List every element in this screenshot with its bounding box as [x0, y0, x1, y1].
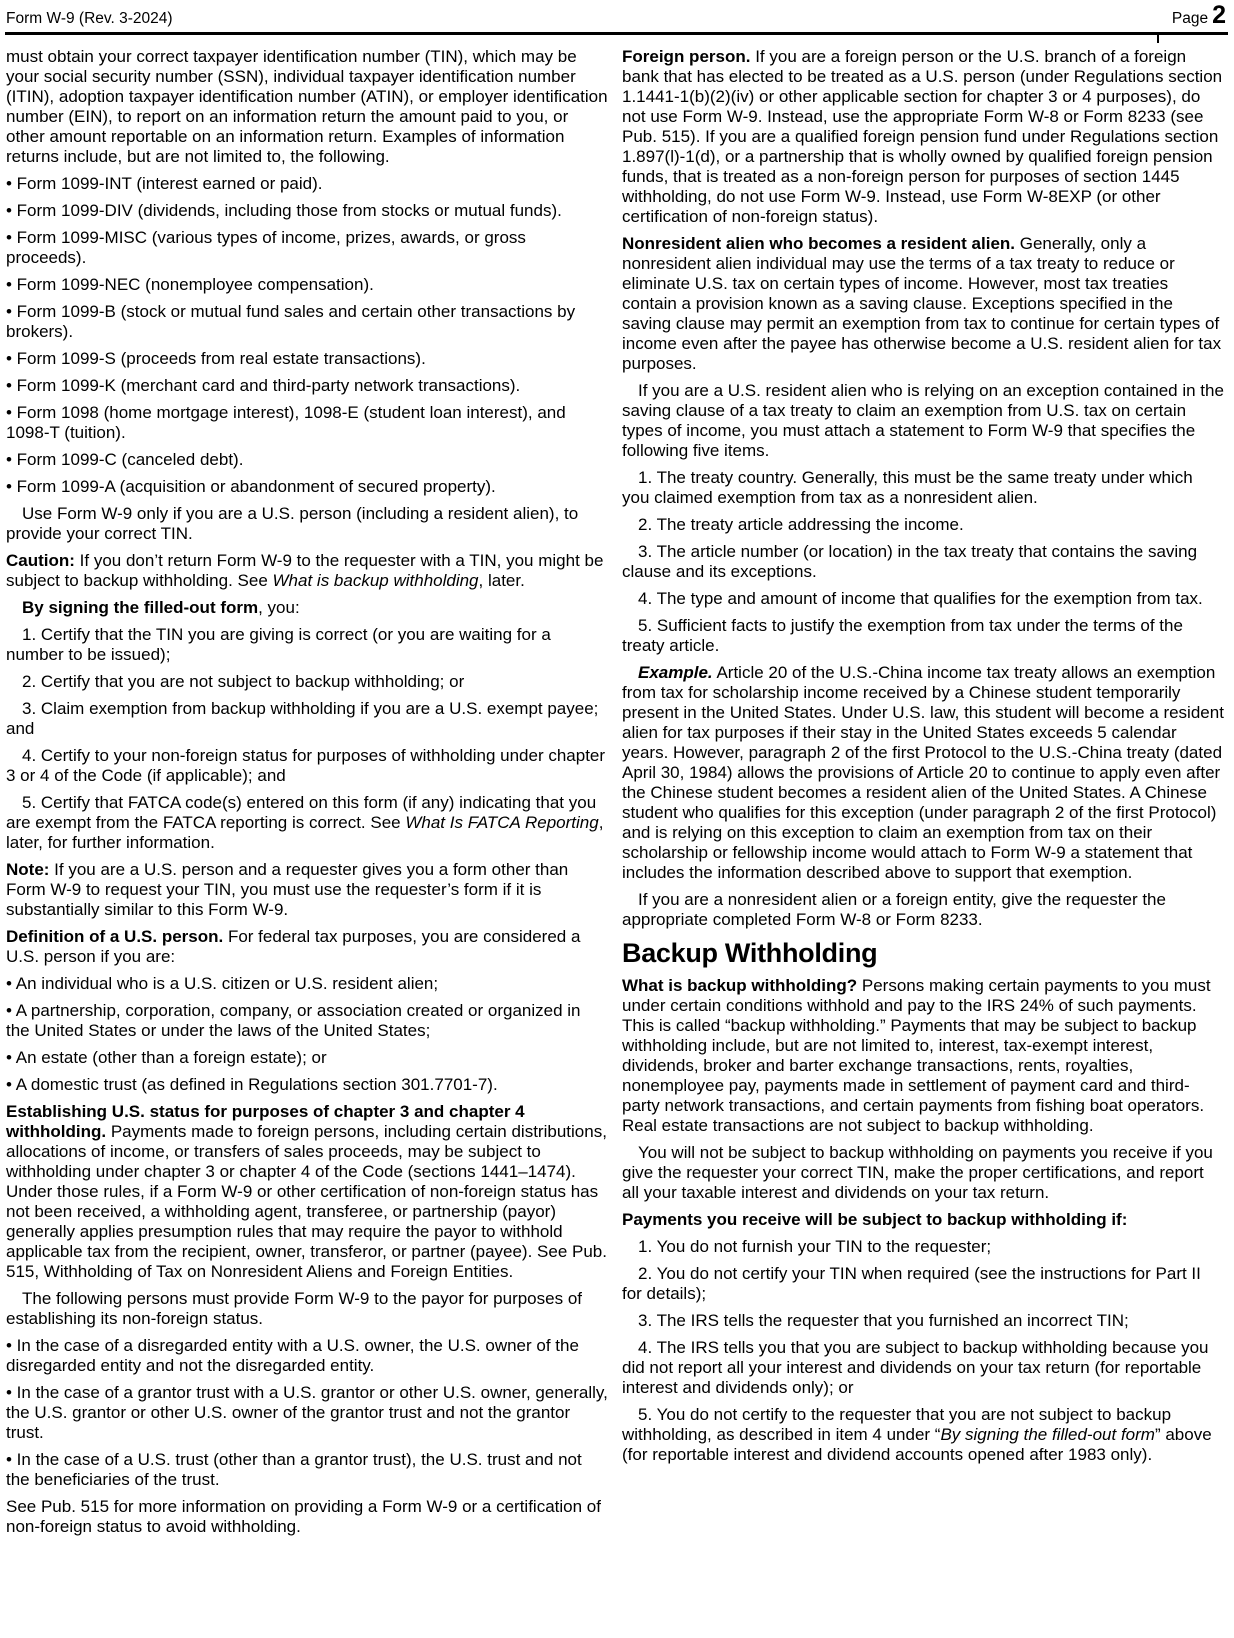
paragraph — [622, 515, 1224, 535]
text-run: What is backup withholding? — [622, 976, 858, 995]
page-header — [5, 1, 1228, 32]
header-rule — [5, 32, 1228, 35]
page-number: 2 — [1212, 1, 1226, 29]
text-run: Definition of a U.S. person. — [6, 927, 224, 946]
paragraph — [6, 1497, 608, 1537]
text-run: • Form 1099-K (merchant card and third-party network transactions). — [6, 376, 521, 395]
content-columns — [5, 35, 1228, 1544]
section-heading — [622, 938, 1224, 968]
text-run: If you are a U.S. resident alien who is relying on an exception contained in the saving clause of a tax treaty to claim an exemption from U.S. tax on certain types of income, you must attach a statement to Form W-9 that specifies the following five items. — [622, 381, 1224, 460]
text-run: • Form 1099-C (canceled debt). — [6, 450, 244, 469]
text-run: What is backup withholding — [272, 571, 479, 590]
paragraph — [622, 1311, 1224, 1331]
text-run: Foreign person. — [622, 47, 751, 66]
bullet-item — [6, 1075, 608, 1095]
paragraph — [6, 927, 608, 967]
text-run: 2. You do not certify your TIN when required (see the instructions for Part II for details); — [622, 1264, 1201, 1303]
text-run: 1. You do not furnish your TIN to the requester; — [638, 1237, 992, 1256]
text-run: Article 20 of the U.S.-China income tax treaty allows an exemption from tax for scholarship income received by a Chinese student temporarily present in the United States. Under U.S. law, this student will become a resident alien for tax purposes if their stay in the United States exceeds 5 calendar years. However, paragraph 2 of the first Protocol to the U.S.-China treaty (dated April 30, 1984) allows the provisions of Article 20 to continue to apply even after the Chinese student becomes a resident alien of the United States. A Chinese student who qualifies for this exception (under paragraph 2 of the first Protocol) and is relying on this exception to claim an exemption from tax on their scholarship or fellowship income would attach to Form W-9 a statement that includes the information described above to support that exemption. — [622, 663, 1224, 882]
right-column — [622, 47, 1224, 1544]
paragraph — [622, 1264, 1224, 1304]
text-run: • Form 1099-S (proceeds from real estate transactions). — [6, 349, 426, 368]
paragraph — [6, 860, 608, 920]
text-run: By signing the filled-out form — [22, 598, 259, 617]
text-run: You will not be subject to backup withholding on payments you receive if you give the requester your correct TIN, make the proper certifications, and report all your taxable interest and dividends on your tax return. — [622, 1143, 1213, 1202]
paragraph — [622, 234, 1224, 374]
text-run: If you don’t return Form W-9 to the requester with a TIN, you might be subject to backup withholding. See — [6, 551, 604, 590]
paragraph — [622, 1338, 1224, 1398]
bullet-item — [6, 349, 608, 369]
text-run: Backup Withholding — [622, 938, 878, 968]
text-run: If you are a U.S. person and a requester gives you a form other than Form W-9 to request your TIN, you must use the requester’s form if it is substantially similar to this Form W-9. — [6, 860, 569, 919]
paragraph — [622, 1237, 1224, 1257]
paragraph — [622, 468, 1224, 508]
text-run: 5. Sufficient facts to justify the exemption from tax under the terms of the treaty article. — [622, 616, 1183, 655]
bullet-item — [6, 302, 608, 342]
page-indicator — [1171, 1, 1226, 29]
text-run: • Form 1098 (home mortgage interest), 1098-E (student loan interest), and 1098-T (tuition). — [6, 403, 566, 442]
bullet-item — [6, 477, 608, 497]
bullet-item — [6, 450, 608, 470]
paragraph — [6, 746, 608, 786]
paragraph — [6, 551, 608, 591]
bullet-item — [6, 1450, 608, 1490]
bullet-item — [6, 1048, 608, 1068]
paragraph — [6, 625, 608, 665]
paragraph — [6, 1289, 608, 1329]
paragraph — [622, 542, 1224, 582]
text-run: Caution: — [6, 551, 75, 570]
paragraph — [6, 47, 608, 167]
bullet-item — [6, 1383, 608, 1443]
bullet-item — [6, 275, 608, 295]
text-run: ” above (for reportable interest and dividend accounts opened after 1983 only). — [622, 1425, 1212, 1464]
text-run: 5. You do not certify to the requester that you are not subject to backup withholding, as described in item 4 under “ — [622, 1405, 1172, 1444]
text-run: What Is FATCA Reporting — [405, 813, 599, 832]
text-run: If you are a nonresident alien or a foreign entity, give the requester the appropriate completed Form W-8 or Form 8233. — [622, 890, 1166, 929]
text-run: 4. Certify to your non-foreign status for purposes of withholding under chapter 3 or 4 of the Code (if applicable); and — [6, 746, 606, 785]
text-run: Persons making certain payments to you must under certain conditions withhold and pay to the IRS 24% of such payments. This is called “backup withholding.” Payments that may be subject to backup withholding include, but are not limited to, interest, tax-exempt interest, dividends, broker and barter exchange transactions, rents, royalties, nonemployee pay, payments made in settlement of payment card and third-party network transactions, and certain payments from fishing boat operators. Real estate transactions are not subject to backup withholding. — [622, 976, 1211, 1135]
text-run: 1. Certify that the TIN you are giving is correct (or you are waiting for a number to be issued); — [6, 625, 551, 664]
text-run: Use Form W-9 only if you are a U.S. person (including a resident alien), to provide your correct TIN. — [6, 504, 579, 543]
text-run: Payments made to foreign persons, including certain distributions, allocations of income, or transfers of sales proceeds, may be subject to withholding under chapter 3 or chapter 4 of the Code (sections 1441–1474). Under those rules, if a Form W-9 or other certification of non-foreign status has not been received, a withholding agent, transferee, or partnership (payor) generally applies presumption rules that may require the payor to withhold applicable tax from the recipient, owner, transferor, or partner (payee). See Pub. 515, Withholding of Tax on Nonresident Aliens and Foreign Entities. — [6, 1122, 607, 1281]
text-run: If you are a foreign person or the U.S. branch of a foreign bank that has elected to be treated as a U.S. person (under Regulations section 1.1441-1(b)(2)(iv) or other applicable section for chapter 3 or 4 purposes), do not use Form W-9. Instead, use the appropriate Form W-8 or Form 8233 (see Pub. 515). If you are a qualified foreign pension fund under Regulations section 1.897(l)-1(d), or a partnership that is wholly owned by qualified foreign pension funds, that is treated as a non-foreign person for purposes of section 1445 withholding, do not use Form W-9. Instead, use Form W-8EXP (or other certification of non-foreign status). — [622, 47, 1223, 226]
text-run: , later. — [478, 571, 525, 590]
paragraph — [622, 589, 1224, 609]
bullet-item — [6, 201, 608, 221]
paragraph — [6, 504, 608, 544]
text-run: • Form 1099-NEC (nonemployee compensation). — [6, 275, 374, 294]
paragraph — [622, 616, 1224, 656]
form-title: Form W-9 (Rev. 3-2024) — [6, 10, 173, 27]
paragraph — [6, 793, 608, 853]
paragraph — [622, 976, 1224, 1136]
text-run: 3. The IRS tells the requester that you furnished an incorrect TIN; — [638, 1311, 1129, 1330]
bullet-item — [6, 376, 608, 396]
paragraph — [622, 1405, 1224, 1465]
paragraph — [6, 699, 608, 739]
paragraph — [622, 381, 1224, 461]
text-run: Establishing U.S. status for purposes of chapter 3 and chapter 4 withholding. — [6, 1102, 525, 1141]
text-run: • A partnership, corporation, company, or association created or organized in the United States or under the laws of the United States; — [6, 1001, 581, 1040]
paragraph — [6, 672, 608, 692]
text-run: • Form 1099-MISC (various types of income, prizes, awards, or gross proceeds). — [6, 228, 526, 267]
text-run: • An individual who is a U.S. citizen or U.S. resident alien; — [6, 974, 439, 993]
text-run: 2. The treaty article addressing the income. — [638, 515, 964, 534]
text-run: • Form 1099-A (acquisition or abandonment of secured property). — [6, 477, 496, 496]
text-run: , you: — [258, 598, 300, 617]
text-run: • In the case of a grantor trust with a U.S. grantor or other U.S. owner, generally, the U.S. grantor or other U.S. owner of the grantor trust and not the grantor trust. — [6, 1383, 608, 1442]
text-run: • Form 1099-DIV (dividends, including those from stocks or mutual funds). — [6, 201, 562, 220]
text-run: • Form 1099-INT (interest earned or paid). — [6, 174, 323, 193]
paragraph — [622, 1143, 1224, 1203]
paragraph — [622, 47, 1224, 227]
text-run: Nonresident alien who becomes a resident alien. — [622, 234, 1016, 253]
text-run: Note: — [6, 860, 50, 879]
paragraph — [622, 1210, 1224, 1230]
text-run: 3. The article number (or location) in the tax treaty that contains the saving clause and its exceptions. — [622, 542, 1198, 581]
text-run: , later, for further information. — [6, 813, 604, 852]
page-label: Page — [1171, 10, 1209, 27]
text-run: For federal tax purposes, you are considered a U.S. person if you are: — [6, 927, 581, 966]
bullet-item — [6, 174, 608, 194]
text-run: By signing the filled-out form — [940, 1425, 1155, 1444]
text-run: 2. Certify that you are not subject to backup withholding; or — [22, 672, 465, 691]
bullet-item — [6, 403, 608, 443]
bullet-item — [6, 228, 608, 268]
text-run: The following persons must provide Form W-9 to the payor for purposes of establishing its non-foreign status. — [6, 1289, 582, 1328]
text-run: 3. Claim exemption from backup withholding if you are a U.S. exempt payee; and — [6, 699, 599, 738]
text-run: 5. Certify that FATCA code(s) entered on this form (if any) indicating that you are exempt from the FATCA reporting is correct. See — [6, 793, 597, 832]
bullet-item — [6, 974, 608, 994]
text-run: Example. — [638, 663, 713, 682]
bullet-item — [6, 1336, 608, 1376]
text-run: • In the case of a U.S. trust (other than a grantor trust), the U.S. trust and not the beneficiaries of the trust. — [6, 1450, 582, 1489]
text-run: must obtain your correct taxpayer identification number (TIN), which may be your social security number (SSN), individual taxpayer identification number (ITIN), adoption taxpayer identification number (ATIN), or employer identification number (EIN), to report on an information return the amount paid to you, or other amount reportable on an information return. Examples of information returns include, but are not limited to, the following. — [6, 47, 608, 166]
text-run: Generally, only a nonresident alien individual may use the terms of a tax treaty to reduce or eliminate U.S. tax on certain types of income. However, most tax treaties contain a provision known as a saving clause. Exceptions specified in the saving clause may permit an exemption from tax to continue for certain types of income even after the payee has otherwise become a U.S. resident alien for tax purposes. — [622, 234, 1222, 373]
paragraph — [6, 1102, 608, 1282]
text-run: • In the case of a disregarded entity with a U.S. owner, the U.S. owner of the disregarded entity and not the disregarded entity. — [6, 1336, 579, 1375]
text-run: • An estate (other than a foreign estate); or — [6, 1048, 327, 1067]
text-run: 1. The treaty country. Generally, this must be the same treaty under which you claimed exemption from tax as a nonresident alien. — [622, 468, 1193, 507]
text-run: Payments you receive will be subject to backup withholding if: — [622, 1210, 1128, 1229]
text-run: • Form 1099-B (stock or mutual fund sales and certain other transactions by brokers). — [6, 302, 576, 341]
text-run: 4. The type and amount of income that qualifies for the exemption from tax. — [638, 589, 1203, 608]
left-column — [6, 47, 608, 1544]
paragraph — [6, 598, 608, 618]
text-run: 4. The IRS tells you that you are subject to backup withholding because you did not report all your interest and dividends on your tax return (for reportable interest and dividends only); or — [622, 1338, 1209, 1397]
text-run: See Pub. 515 for more information on providing a Form W-9 or a certification of non-foreign status to avoid withholding. — [6, 1497, 601, 1536]
header-rule-tick — [1157, 35, 1159, 43]
paragraph — [622, 890, 1224, 930]
bullet-item — [6, 1001, 608, 1041]
paragraph — [622, 663, 1224, 883]
text-run: • A domestic trust (as defined in Regulations section 301.7701-7). — [6, 1075, 498, 1094]
